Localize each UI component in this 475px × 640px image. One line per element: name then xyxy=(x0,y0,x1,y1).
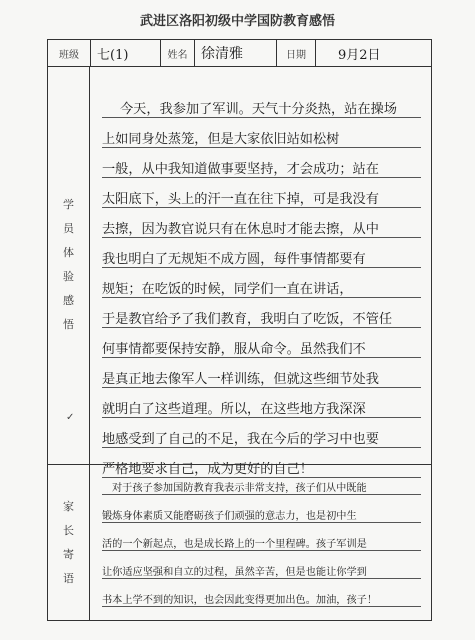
parent-label-char: 语 xyxy=(63,572,74,585)
student-line: 就明白了这些道理。所以，在这些地方我深深 xyxy=(102,388,421,418)
name-label: 姓名 xyxy=(161,40,195,66)
document-title: 武进区洛阳初级中学国防教育感悟 xyxy=(139,14,335,29)
class-label: 班级 xyxy=(48,40,91,66)
student-line: 何事情都要保持安静，服从命令。虽然我们不 xyxy=(102,328,421,358)
parent-label-char: 家 xyxy=(63,500,74,513)
student-line: 我也明白了无规矩不成方圆，每件事情都要有 xyxy=(102,238,421,268)
parent-label-char: 长 xyxy=(63,524,74,537)
student-line: 严格地要求自己，成为更好的自己！ xyxy=(102,448,421,478)
student-line: 于是教官给予了我们教育，我明白了吃饭，不管任 xyxy=(102,298,421,328)
student-line: 太阳底下，头上的汗一直在往下掉，可是我没有 xyxy=(102,178,421,208)
parent-line: 让你适应坚强和自立的过程，虽然辛苦，但是也能让你学到 xyxy=(102,551,421,579)
student-label-char: 悟 xyxy=(63,318,74,331)
student-line: 上如同身处蒸笼，但是大家依旧站如松树 xyxy=(102,118,421,148)
student-label-char: 学 xyxy=(63,198,74,211)
student-lines xyxy=(102,88,421,478)
student-label-char: 体 xyxy=(63,246,74,259)
student-label-char: 验 xyxy=(63,270,74,283)
date-label: 日期 xyxy=(277,40,316,66)
class-value: 七(1) xyxy=(91,40,161,66)
margin-check-mark: ✓ xyxy=(66,412,75,423)
header-row xyxy=(48,40,431,67)
reflection-form xyxy=(47,39,432,621)
student-line: 今天，我参加了军训。天气十分炎热，站在操场 xyxy=(102,88,421,118)
student-reflection-area xyxy=(90,66,431,477)
student-label-char: 感 xyxy=(63,294,74,307)
parent-line: 锻炼身体素质又能磨砺孩子们顽强的意志力，也是初中生 xyxy=(102,495,421,523)
parent-section-label xyxy=(48,465,90,621)
student-line: 一般，从中我知道做事要坚持，才会成功；站在 xyxy=(102,148,421,178)
student-label-char: 员 xyxy=(63,222,74,235)
parent-lines xyxy=(102,467,421,607)
student-line: 是真正地去像军人一样训练，但就这些细节处我 xyxy=(102,358,421,388)
student-line: 去擦，因为教官说只有在休息时才能去擦，从中 xyxy=(102,208,421,238)
parent-label-char: 寄 xyxy=(63,548,74,561)
student-line: 地感受到了自己的不足，我在今后的学习中也要 xyxy=(102,418,421,448)
parent-line: 活的一个新起点，也是成长路上的一个里程碑。孩子军训是 xyxy=(102,523,421,551)
name-value: 徐清雅 xyxy=(195,40,277,66)
parent-message-area xyxy=(90,465,431,621)
date-value: 9月2日 xyxy=(338,47,381,63)
student-line: 规矩；在吃饭的时候，同学们一直在讲话， xyxy=(102,268,421,298)
parent-line: 书本上学不到的知识，也会因此变得更加出色。加油，孩子！ xyxy=(102,579,421,607)
student-section-label xyxy=(48,66,90,464)
parent-line: 对于孩子参加国防教育我表示非常支持，孩子们从中既能 xyxy=(102,467,421,495)
